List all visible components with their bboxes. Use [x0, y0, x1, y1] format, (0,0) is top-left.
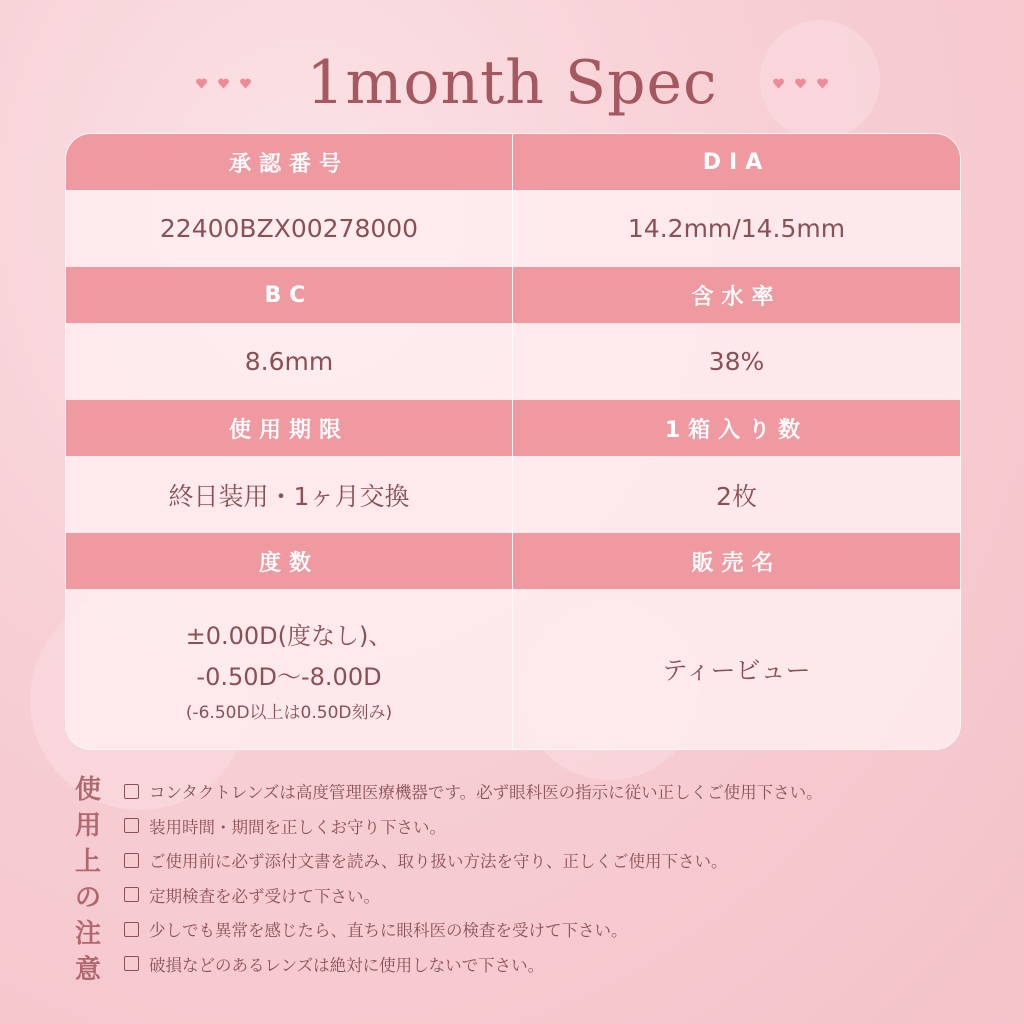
right-hearts: [772, 78, 829, 89]
heart-icon: [239, 78, 252, 89]
header-bc: BC: [66, 267, 513, 323]
list-item: [124, 774, 1004, 809]
value-box-count: 2枚: [513, 456, 960, 533]
checkbox-icon: [124, 887, 139, 902]
value-product-name: ティービュー: [513, 589, 960, 749]
header-approval-number: 承認番号: [66, 134, 513, 190]
list-item: [124, 809, 1004, 844]
value-approval-number: 22400BZX00278000: [66, 190, 513, 267]
left-hearts: [195, 78, 252, 89]
checkbox-icon: [124, 956, 139, 971]
header-box-count: 1箱入り数: [513, 400, 960, 456]
list-item: [124, 843, 1004, 878]
note-text: ご使用前に必ず添付文書を読み、取り扱い方法を守り、正しくご使用下さい。: [149, 852, 728, 872]
value-power: [66, 589, 513, 749]
header-product-name: 販売名: [513, 533, 960, 589]
heart-icon: [195, 78, 208, 89]
note-text: 少しでも異常を感じたら、直ちに眼科医の検査を受けて下さい。: [149, 921, 628, 941]
side-label-char: 意: [74, 955, 101, 985]
note-text: コンタクトレンズは高度管理医療機器です。必ず眼科医の指示に従い正しくご使用下さい。: [149, 783, 823, 803]
power-line-2: -0.50D～-8.00D: [196, 662, 382, 691]
power-line-1: ±0.00D(度なし)、: [185, 621, 393, 650]
list-item: [124, 878, 1004, 913]
side-label-char: 使: [74, 775, 101, 805]
page-title: 1month Spec: [306, 48, 718, 118]
list-item: [124, 912, 1004, 947]
heart-icon: [794, 78, 807, 89]
value-usage-period: 終日装用・1ヶ月交換: [66, 456, 513, 533]
note-text: 定期検査を必ず受けて下さい。: [149, 886, 380, 906]
value-water-content: 38%: [513, 323, 960, 400]
title-row: [0, 38, 1024, 128]
side-label-char: 上: [74, 847, 101, 877]
side-label-char: 注: [74, 919, 101, 949]
header-water-content: 含水率: [513, 267, 960, 323]
side-label-char: 用: [74, 811, 101, 841]
note-text: 破損などのあるレンズは絶対に使用しないで下さい。: [149, 955, 545, 975]
checkbox-icon: [124, 818, 139, 833]
list-item: [124, 947, 1004, 982]
power-line-3: (-6.50D以上は0.50D刻み): [185, 702, 393, 723]
value-dia: 14.2mm/14.5mm: [513, 190, 960, 267]
header-dia: DIA: [513, 134, 960, 190]
heart-icon: [772, 78, 785, 89]
checkbox-icon: [124, 784, 139, 799]
heart-icon: [217, 78, 230, 89]
note-text: 装用時間・期間を正しくお守り下さい。: [149, 817, 446, 837]
header-usage-period: 使用期限: [66, 400, 513, 456]
notes-side-label: [66, 772, 110, 988]
spec-table: [65, 133, 961, 750]
heart-icon: [816, 78, 829, 89]
checkbox-icon: [124, 853, 139, 868]
usage-notes-list: [124, 774, 1004, 981]
side-label-char: の: [74, 883, 101, 913]
value-bc: 8.6mm: [66, 323, 513, 400]
header-power: 度数: [66, 533, 513, 589]
checkbox-icon: [124, 922, 139, 937]
